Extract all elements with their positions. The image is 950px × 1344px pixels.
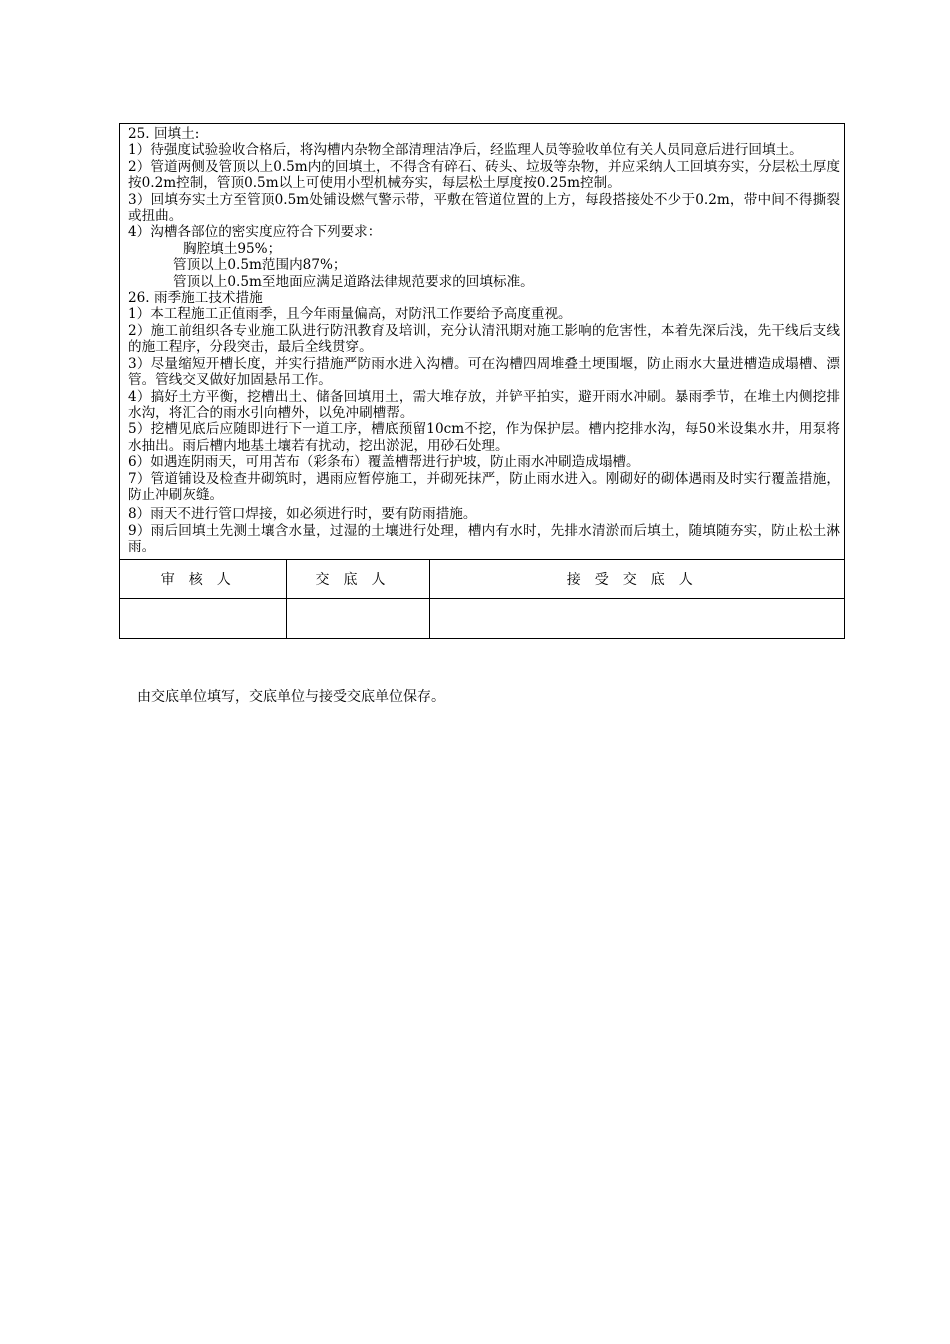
signature-entry-row xyxy=(120,598,844,638)
section-26-item-9: 9）雨后回填土先测土壤含水量，过湿的土壤进行处理，槽内有水时，先排水清淤而后填土，随填随夯实，防止松土淋雨。 xyxy=(128,522,840,556)
section-25-item-3: 3）回填夯实土方至管顶0.5m处铺设燃气警示带，平敷在管道位置的上方，每段搭接处不少于0.2m，带中间不得撕裂或扭曲。 xyxy=(128,191,840,225)
content-block xyxy=(120,124,844,556)
reviewer-label: 审核人 xyxy=(120,559,286,598)
section-26-item-6: 6）如遇连阴雨天，可用苫布（彩条布）覆盖槽帮进行护坡，防止雨水冲刷造成塌槽。 xyxy=(128,454,640,471)
receiver-label: 接受交底人 xyxy=(429,559,844,598)
section-26-item-8: 8）雨天不进行管口焊接，如必须进行时，要有防雨措施。 xyxy=(128,506,477,523)
compaction-requirement-2: 管顶以上0.5m范围内87%； xyxy=(173,257,347,274)
receiver-signature-cell[interactable] xyxy=(429,598,844,638)
section-26-item-2: 2）施工前组织各专业施工队进行防汛教育及培训，充分认清汛期对施工影响的危害性，本着先深后浅，先干线后支线的施工程序，分段突击，最后全线贯穿。 xyxy=(128,322,840,356)
signature-header-row xyxy=(120,559,844,598)
section-25-item-2: 2）管道两侧及管顶以上0.5m内的回填土，不得含有碎石、砖头、垃圾等杂物，并应采纳人工回填夯实，分层松土厚度按0.2m控制，管顶0.5m以上可使用小型机械夯实，每层松土厚度按0.25m控制。 xyxy=(128,158,840,192)
section-26-item-7: 7）管道铺设及检查井砌筑时，遇雨应暂停施工，并砌死抹严，防止雨水进入。刚砌好的砌体遇雨及时实行覆盖措施，防止冲刷灰缝。 xyxy=(128,470,840,503)
section-26-item-3: 3）尽量缩短开槽长度，并实行措施严防雨水进入沟槽。可在沟槽四周堆叠土埂围堰，防止雨水大量进槽造成塌槽、漂管。管线交叉做好加固悬吊工作。 xyxy=(128,355,840,389)
reviewer-signature-cell[interactable] xyxy=(120,598,286,638)
section-25-heading: 25. 回填土: xyxy=(128,126,200,142)
section-26-item-4: 4）搞好土方平衡，挖槽出土、储备回填用土，需大堆存放，并铲平拍实，避开雨水冲刷。暴雨季节，在堆土内侧挖排水沟，将汇合的雨水引向槽外，以免冲刷槽帮。 xyxy=(128,388,840,421)
section-26-item-5: 5）挖槽见底后应随即进行下一道工序，槽底预留10cm不挖，作为保护层。槽内挖排水沟，每50米设集水井，用泵将水抽出。雨后槽内地基土壤若有扰动，挖出淤泥，用砂石处理。 xyxy=(128,421,840,454)
compaction-requirement-1: 胸腔填土95%； xyxy=(183,240,282,257)
section-25-item-1: 1）待强度试验验收合格后，将沟槽内杂物全部清理洁净后，经监理人员等验收单位有关人员同意后进行回填土。 xyxy=(128,142,803,159)
discloser-signature-cell[interactable] xyxy=(286,598,429,638)
discloser-label: 交底人 xyxy=(286,559,429,598)
signature-table xyxy=(120,559,844,638)
section-26-item-1: 1）本工程施工正值雨季，且今年雨量偏高，对防汛工作要给予高度重视。 xyxy=(128,306,572,323)
section-26-heading: 26. 雨季施工技术措施 xyxy=(128,290,263,307)
footnote: 由交底单位填写，交底单位与接受交底单位保存。 xyxy=(137,689,445,705)
disclosure-sheet xyxy=(119,123,845,639)
compaction-requirement-3: 管顶以上0.5m至地面应满足道路法律规范要求的回填标准。 xyxy=(173,273,534,290)
section-25-item-4: 4）沟槽各部位的密实度应符合下列要求： xyxy=(128,224,382,241)
